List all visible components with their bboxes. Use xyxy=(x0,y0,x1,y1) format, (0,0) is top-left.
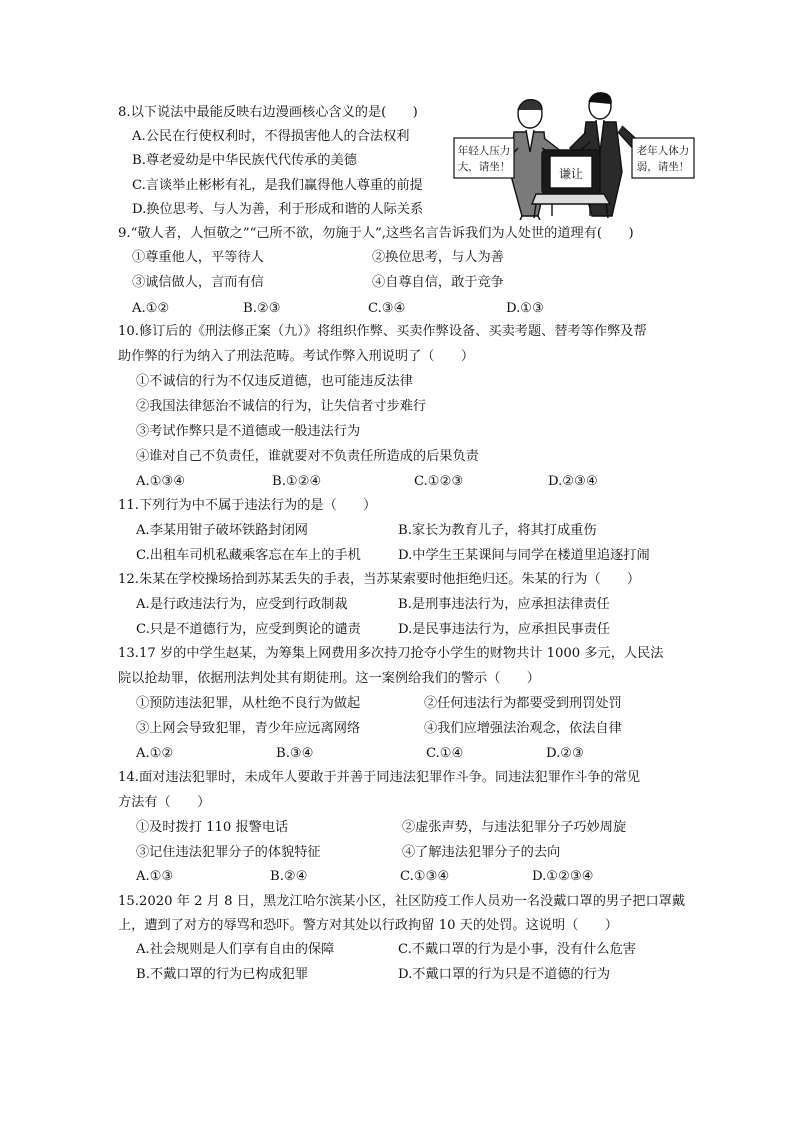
q8-option-c: C.言谈举止彬彬有礼，是我们赢得他人尊重的前提 xyxy=(132,178,423,193)
q11-option-a: A.李某用钳子破坏铁路封闭网 xyxy=(136,523,308,538)
q14-option-b: B.②④ xyxy=(270,869,308,884)
q14-statement-1: ①及时拨打 110 报警电话 xyxy=(136,820,289,835)
q13-statement-1: ①预防违法犯罪，从杜绝不良行为做起 xyxy=(136,696,361,711)
q9-option-c: C.③④ xyxy=(368,301,406,316)
left-sign-line-1: 年轻人压力 xyxy=(457,145,511,157)
q10-option-d: D.②③④ xyxy=(548,474,598,489)
q15-option-c: C.不戴口罩的行为是小事，没有什么危害 xyxy=(398,942,636,957)
q8-option-d: D.换位思考、与人为善，利于形成和谐的人际关系 xyxy=(132,202,424,217)
q13-statement-2: ②任何违法行为都要受到刑罚处罚 xyxy=(424,696,622,711)
q14-option-c: C.①③④ xyxy=(400,869,450,884)
q10-statement-1: ①不诚信的行为不仅违反道德，也可能违反法律 xyxy=(136,374,413,389)
q15-option-d: D.不戴口罩的行为只是不道德的行为 xyxy=(398,967,611,982)
q12-option-a: A.是行政违法行为，应受到行政制裁 xyxy=(136,597,348,612)
q9-option-b: B.②③ xyxy=(243,301,281,316)
q13-statement-3: ③上网会导致犯罪，青少年应远离网络 xyxy=(136,721,361,736)
q11-stem: 11.下列行为中不属于违法行为的是（ ） xyxy=(118,498,377,513)
q10-option-a: A.①③④ xyxy=(136,474,186,489)
q14-statement-3: ③记住违法犯罪分子的体貌特征 xyxy=(136,845,321,860)
q12-stem: 12.朱某在学校操场拾到苏某丢失的手表，当苏某索要时他拒绝归还。朱某的行为（ ） xyxy=(118,572,641,587)
q14-option-a: A.①③ xyxy=(136,869,174,884)
q10-stem-line-2: 助作弊的行为纳入了刑法范畴。考试作弊入刑说明了（ ） xyxy=(118,349,475,364)
q10-option-c: C.①②③ xyxy=(414,474,464,489)
q13-option-c: C.①④ xyxy=(426,746,464,761)
right-sign-line-1: 老年人体力 xyxy=(636,145,690,157)
q14-stem-line-1: 14.面对违法犯罪时，未成年人要敢于并善于同违法犯罪作斗争。同违法犯罪作斗争的常见 xyxy=(118,770,641,785)
q15-option-a: A.社会规则是人们享有自由的保障 xyxy=(136,942,335,957)
q13-option-d: D.②③ xyxy=(546,746,584,761)
q10-option-b: B.①②④ xyxy=(272,474,322,489)
q8-option-b: B.尊老爱幼是中华民族代代传承的美德 xyxy=(132,153,357,168)
q13-option-a: A.①② xyxy=(136,746,174,761)
seat-label: 谦让 xyxy=(558,167,584,181)
q10-stem-line-1: 10.修订后的《刑法修正案（九）》将组织作弊、买卖作弊设备、买卖考题、替考等作弊及帮 xyxy=(118,324,647,339)
q8-stem: 8.以下说法中最能反映右边漫画核心含义的是( ) xyxy=(118,105,418,120)
q10-statement-4: ④谁对自己不负责任，谁就要对不负责任所造成的后果负责 xyxy=(136,449,479,464)
q9-statement-2: ②换位思考，与人为善 xyxy=(372,250,504,265)
q12-option-b: B.是刑事违法行为，应承担法律责任 xyxy=(398,597,610,612)
q9-option-d: D.①③ xyxy=(506,301,544,316)
q9-option-a: A.①② xyxy=(132,301,170,316)
q9-stem: 9.“敬人者，人恒敬之”“己所不欲，勿施于人”,这些名言告诉我们为人处世的道理有( ) xyxy=(118,226,634,241)
q13-stem-line-1: 13.17 岁的中学生赵某，为筹集上网费用多次持刀抢夺小学生的财物共计 1000 多元，人民法 xyxy=(118,646,664,661)
q15-stem-line-2: 上，遭到了对方的辱骂和恐吓。警方对其处以行政拘留 10 天的处罚。这说明（ ） xyxy=(118,918,618,933)
q13-option-b: B.③④ xyxy=(276,746,314,761)
q14-statement-4: ④了解违法犯罪分子的去向 xyxy=(402,845,561,860)
q9-statement-4: ④自尊自信，敢于竞争 xyxy=(372,275,504,290)
q13-stem-line-2: 院以抢劫罪，依据刑法判处其有期徒刑。这一案例给我们的警示（ ） xyxy=(118,671,540,686)
q11-option-c: C.出租车司机私藏乘客忘在车上的手机 xyxy=(136,548,361,563)
q11-option-b: B.家长为教育儿子，将其打成重伤 xyxy=(398,523,597,538)
right-sign xyxy=(632,138,694,178)
q10-statement-2: ②我国法律惩治不诚信的行为，让失信者寸步难行 xyxy=(136,399,427,414)
q15-option-b: B.不戴口罩的行为已构成犯罪 xyxy=(136,967,309,982)
left-sign-line-2: 大，请坐！ xyxy=(457,161,511,173)
right-sign-line-2: 弱，请坐！ xyxy=(636,161,690,173)
q12-option-d: D.是民事违法行为，应承担民事责任 xyxy=(398,622,611,637)
q13-statement-4: ④我们应增强法治观念，依法自律 xyxy=(424,721,622,736)
q15-stem-line-1: 15.2020 年 2 月 8 日，黑龙江哈尔滨某小区，社区防疫工作人员劝一名没戴口罩的男子把口罩戴 xyxy=(118,894,686,909)
q12-option-c: C.只是不道德行为，应受到舆论的谴责 xyxy=(136,622,361,637)
q14-statement-2: ②虚张声势，与违法犯罪分子巧妙周旋 xyxy=(402,820,627,835)
q14-option-d: D.①②③④ xyxy=(532,869,594,884)
q10-statement-3: ③考试作弊只是不道德或一般违法行为 xyxy=(136,424,361,439)
q14-stem-line-2: 方法有（ ） xyxy=(118,795,211,810)
q8-option-a: A.公民在行使权利时，不得损害他人的合法权利 xyxy=(132,129,410,144)
q9-statement-3: ③诚信做人，言而有信 xyxy=(132,275,264,290)
left-sign xyxy=(454,138,514,178)
q9-statement-1: ①尊重他人，平等待人 xyxy=(132,250,264,265)
q11-option-d: D.中学生王某课间与同学在楼道里追逐打闹 xyxy=(398,548,650,563)
cartoon-illustration xyxy=(452,92,696,220)
